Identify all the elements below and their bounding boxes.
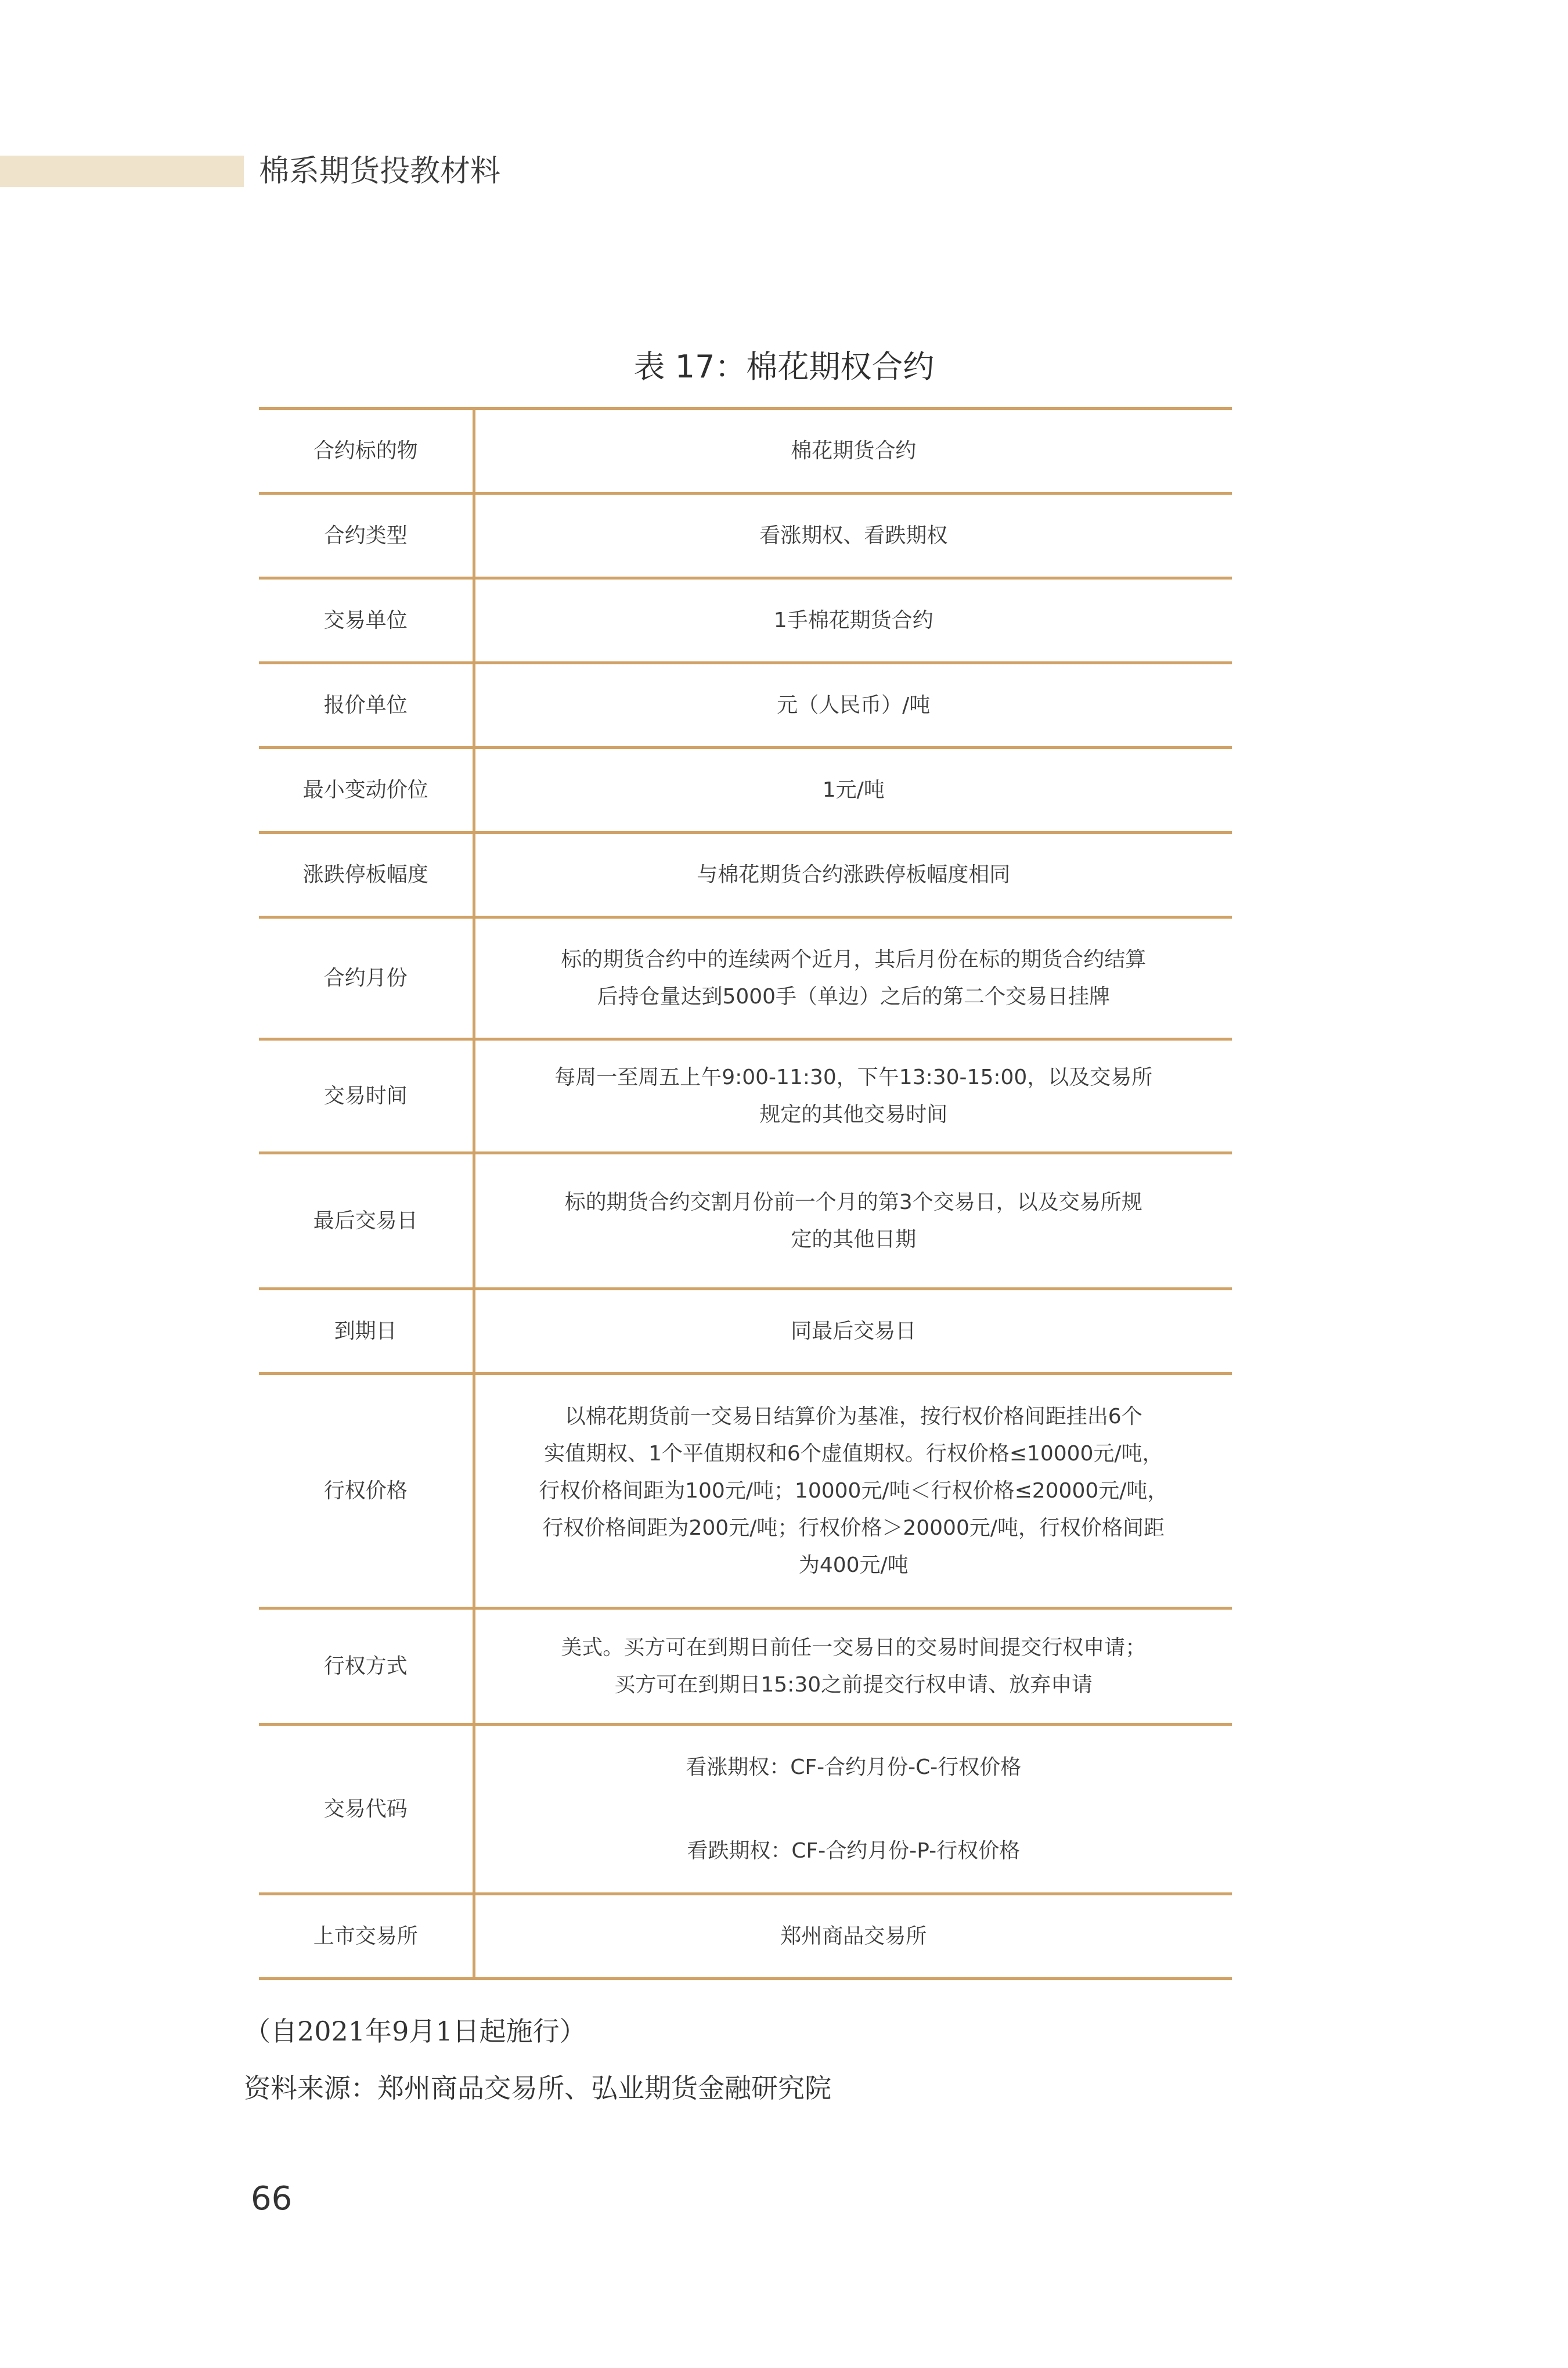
row-label: 合约类型	[259, 494, 474, 578]
row-value	[474, 1289, 1232, 1374]
value-line: 看涨期权：CF-合约月份-C-行权价格	[686, 1755, 1022, 1779]
table-row-last-trading-day	[259, 1153, 1232, 1289]
table-title: 表 17：棉花期权合约	[633, 348, 935, 385]
table-row-contract-months	[259, 917, 1232, 1039]
row-value	[474, 409, 1232, 494]
row-label: 最小变动价位	[259, 748, 474, 833]
line-gap	[475, 1786, 1232, 1833]
table-row-contract-type	[259, 494, 1232, 578]
row-label: 交易单位	[259, 578, 474, 663]
value-line: 标的期货合约交割月份前一个月的第3个交易日，以及交易所规	[564, 1190, 1142, 1214]
value-line: 行权价格间距为100元/吨；10000元/吨＜行权价格≤20000元/吨，	[539, 1478, 1169, 1503]
table-row-quote-unit	[259, 663, 1232, 748]
value-line: 规定的其他交易时间	[759, 1102, 948, 1127]
value-line: 同最后交易日	[791, 1319, 917, 1343]
value-line: 与棉花期货合约涨跌停板幅度相同	[697, 862, 1011, 887]
option-contract-table	[259, 407, 1232, 1980]
value-line: 买方可在到期日15:30之前提交行权申请、放弃申请	[614, 1672, 1093, 1697]
row-value	[474, 578, 1232, 663]
value-line: 定的其他日期	[791, 1227, 917, 1251]
row-value	[474, 1608, 1232, 1725]
row-value	[474, 917, 1232, 1039]
row-label: 行权方式	[259, 1608, 474, 1725]
value-line: 元（人民币）/吨	[777, 693, 931, 717]
table-row-underlying	[259, 409, 1232, 494]
table-row-exchange	[259, 1894, 1232, 1979]
value-line: 郑州商品交易所	[780, 1924, 927, 1948]
table-row-expiration-day	[259, 1289, 1232, 1374]
row-label: 涨跌停板幅度	[259, 833, 474, 917]
row-label: 交易代码	[259, 1725, 474, 1894]
table-row-exercise-style	[259, 1608, 1232, 1725]
value-line: 为400元/吨	[798, 1553, 909, 1577]
value-line: 看涨期权、看跌期权	[759, 523, 948, 548]
table-row-trading-unit	[259, 578, 1232, 663]
table-row-price-limit	[259, 833, 1232, 917]
value-line: 每周一至周五上午9:00-11:30，下午13:30-15:00，以及交易所	[554, 1065, 1153, 1089]
value-line: 行权价格间距为200元/吨；行权价格＞20000元/吨，行权价格间距	[542, 1516, 1165, 1540]
row-value	[474, 833, 1232, 917]
row-value	[474, 1153, 1232, 1289]
value-line: 后持仓量达到5000手（单边）之后的第二个交易日挂牌	[597, 984, 1111, 1009]
value-line: 看跌期权：CF-合约月份-P-行权价格	[687, 1838, 1021, 1863]
value-line: 以棉花期货前一交易日结算价为基准，按行权价格间距挂出6个	[564, 1404, 1142, 1428]
row-label: 上市交易所	[259, 1894, 474, 1979]
value-line: 实值期权、1个平值期权和6个虚值期权。行权价格≤10000元/吨，	[543, 1441, 1163, 1466]
effective-date-note: （自2021年9月1日起施行）	[244, 2016, 586, 2047]
row-value	[474, 1374, 1232, 1608]
row-value	[474, 494, 1232, 578]
value-line: 美式。买方可在到期日前任一交易日的交易时间提交行权申请；	[561, 1635, 1147, 1660]
row-label: 合约标的物	[259, 409, 474, 494]
row-label: 合约月份	[259, 917, 474, 1039]
page-number: 66	[251, 2180, 293, 2218]
value-line: 标的期货合约中的连续两个近月，其后月份在标的期货合约结算	[561, 947, 1147, 971]
row-value	[474, 1894, 1232, 1979]
row-value	[474, 1725, 1232, 1894]
table-row-strike-price	[259, 1374, 1232, 1608]
row-label: 到期日	[259, 1289, 474, 1374]
table-row-trading-code	[259, 1725, 1232, 1894]
value-line: 棉花期货合约	[791, 438, 917, 463]
row-value	[474, 748, 1232, 833]
table-row-trading-hours	[259, 1039, 1232, 1153]
source-note: 资料来源：郑州商品交易所、弘业期货金融研究院	[244, 2072, 831, 2104]
row-value	[474, 1039, 1232, 1153]
row-label: 行权价格	[259, 1374, 474, 1608]
row-label: 最后交易日	[259, 1153, 474, 1289]
row-label: 交易时间	[259, 1039, 474, 1153]
value-line: 1元/吨	[822, 778, 885, 802]
header-title: 棉系期货投教材料	[259, 154, 501, 189]
header-accent-bar	[0, 156, 244, 187]
row-label: 报价单位	[259, 663, 474, 748]
row-value	[474, 663, 1232, 748]
value-line: 1手棉花期货合约	[773, 608, 933, 632]
table-row-tick-size	[259, 748, 1232, 833]
